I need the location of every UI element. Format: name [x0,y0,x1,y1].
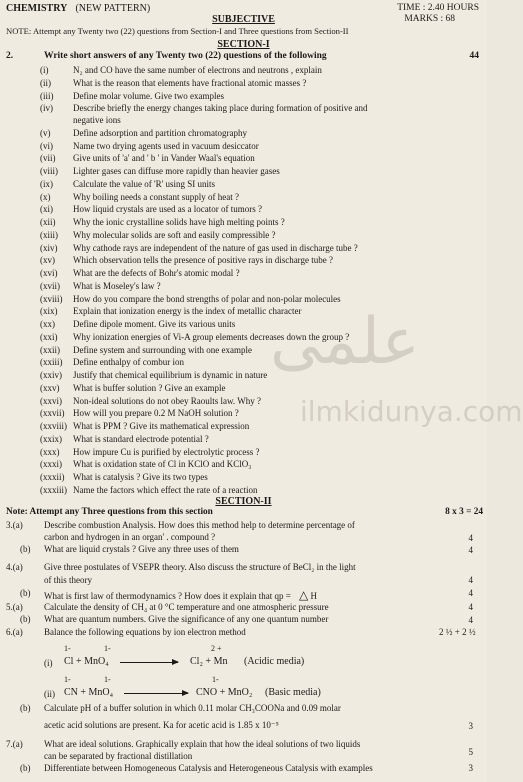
short-question-number: (xxii) [40,344,60,355]
short-question-number: (ix) [40,178,53,189]
short-question-text: How do you compare the bond strengths of polar and non-polar molecules [73,293,341,304]
subjective-heading: SUBJECTIVE [212,14,275,25]
q4b-text [44,589,317,601]
short-question-number: (xviii) [40,293,63,304]
short-question-text: What is the reason that elements have fractional atomic masses ? [73,77,307,88]
short-question-number: (iv) [40,103,53,114]
eq1-number: (i) [44,658,53,668]
q3a-text: Describe combustion Analysis. How does this method help to determine percentage of [44,520,355,530]
q6b-number: (b) [20,703,31,713]
eq1-arrow-icon [120,662,178,663]
short-question-text: How will you prepare 0.2 M NaOH solution ? [73,408,239,419]
short-question-text: Why cathode rays are independent of the nature of gas used in discharge tube ? [73,242,358,253]
question-number: 2. [6,51,14,61]
section2-note: Note: Attempt any Three questions from this section [6,507,213,517]
short-question-number: (xi) [40,204,53,215]
short-question-text: Describe briefly the energy changes taking place during formation of positive and [73,103,368,114]
q6b-text: Calculate pH of a buffer solution in which 0.11 molar CH₃COONa and 0.09 molar [44,703,341,713]
short-question-text: What are the defects of Bohr's atomic modal ? [73,268,240,278]
eq1-charge-a: 1- [64,644,71,653]
short-question-text: Which observation tells the presence of positive rays in discharge tube ? [73,255,334,266]
short-question-text: Define enthalpy of combur ion [73,357,184,368]
marks-label: MARKS : 68 [404,14,455,24]
short-question-text: Justify that chemical equilibrium is dynamic in nature [73,370,268,380]
short-question-number: (iii) [40,90,54,101]
eq1-lhs: Cl + MnO₄ [64,656,109,667]
q6a-text: Balance the following equations by ion electron method [44,627,246,637]
short-question-text: What is catalysis ? Give its two types [73,472,208,482]
q4a-text-cont: of this theory [44,575,92,585]
short-question-number: (xx) [40,319,55,329]
short-question-text: What is PPM ? Give its mathematical expression [73,421,250,431]
q4a-text: Give three postulates of VSEPR theory. Also discuss the structure of BeCl₂ in the light [44,562,356,572]
eq1-condition: (Acidic media) [244,656,305,667]
q3b-marks: 4 [468,545,473,555]
q5b-number: (b) [20,614,31,624]
short-question-number: (xvii) [40,280,60,291]
short-question-text: Why the ionic crystalline solids have high melting points ? [73,217,285,227]
short-question-number: (xvi) [40,268,58,278]
short-question-number: (x) [40,191,51,202]
short-question-number: (xii) [40,217,56,227]
delta-icon: △ [299,588,309,602]
q7a-text-cont: can be separated by fractional distillation [44,751,193,761]
instruction-note: NOTE: Attempt any Twenty two (22) questions from Section-I and Three questions from Section-II [6,26,349,36]
q4b-text-tail: H [310,591,318,601]
short-question-text: Define system and surrounding with one example [73,344,252,355]
eq2-condition: (Basic media) [265,687,321,698]
q3b-number: (b) [20,544,31,554]
section2-marks: 8 x 3 = 24 [445,507,483,517]
short-question-number: (xxxii) [40,472,65,482]
q4b-number: (b) [20,588,31,598]
short-question-text: What is standard electrode potential ? [73,433,209,444]
short-question-text: Define adsorption and partition chromatography [73,127,247,138]
q3a-marks: 4 [468,533,473,543]
short-question-text: What is Moseley's law ? [73,280,161,291]
short-question-text: Why boiling needs a constant supply of heat ? [73,191,239,202]
eq2-arrow-icon [124,693,188,694]
section1-marks: 44 [469,51,479,61]
q3a-number: 3.(a) [6,520,23,530]
q4a-marks: 4 [468,575,473,585]
q5a-marks: 4 [468,602,473,612]
short-question-text: What is oxidation state of Cl in KClO and KClO₃ [73,459,252,470]
short-question-text: How liquid crystals are used as a locator of tumors ? [73,204,262,215]
short-question-text: Define dipole moment. Give its various units [73,319,236,329]
watermark-site: ilmkidunya.com [300,395,523,428]
q7b-text: Differentiate between Homogeneous Catalysis and Heterogeneous Catalysis with examples [44,763,373,773]
section1-instruction: Write short answers of any Twenty two (22) questions of the following [44,51,327,61]
q4b-marks: 4 [468,588,473,598]
short-question-text: N₂ and CO have the same number of electrons and neutrons , explain [73,65,322,75]
short-question-number: (i) [40,65,49,75]
short-question-text: Why ionization energies of Vi-A group elements decreases down the group ? [73,331,350,342]
eq2-charge-c: 1- [212,675,219,684]
q5a-text: Calculate the density of CH₄ at 0 °C temperature and one atmospheric pressure [44,602,329,612]
short-question-number: (xxviii) [40,421,67,431]
section1-title: SECTION-I [217,39,270,50]
eq2-charge-b: 1- [104,675,111,684]
short-question-number: (xxiv) [40,370,62,380]
q3a-text-cont: carbon and hydrogen in an organ' . compound ? [44,532,216,542]
short-question-text: Give units of 'a' and ' b ' in Vander Waal's equation [73,153,255,164]
q6a-marks: 2 ½ + 2 ½ [439,627,476,637]
q6b-marks: 3 [468,721,473,731]
q4a-number: 4.(a) [6,562,23,572]
short-question-number: (xxi) [40,331,58,342]
q3b-text: What are liquid crystals ? Give any three uses of them [44,544,239,554]
short-question-number: (xxx) [40,446,60,457]
q5a-number: 5.(a) [6,602,23,612]
time-label: TIME : 2.40 HOURS [397,3,479,13]
short-question-text-cont: negative ions [73,115,121,125]
short-question-text: Name two drying agents used in vacuum desiccator [73,140,259,151]
short-question-number: (viii) [40,166,58,176]
q7b-marks: 3 [468,763,473,773]
q7a-marks: 5 [468,747,473,757]
short-question-number: (xxvii) [40,408,65,419]
eq2-charge-a: 1- [64,675,71,684]
short-question-number: (xxv) [40,382,60,393]
section2-title: SECTION-II [215,496,272,507]
short-question-text: How impure Cu is purified by electrolytic process ? [73,446,260,457]
q6a-number: 6.(a) [6,627,23,637]
short-question-number: (xix) [40,306,58,317]
eq2-number: (ii) [44,689,55,699]
short-question-number: (xiv) [40,242,58,253]
short-question-text: Name the factors which effect the rate of a reaction [73,484,258,495]
short-question-number: (xxiii) [40,357,63,368]
short-question-number: (vii) [40,153,56,164]
short-question-text: Non-ideal solutions do not obey Raoults law. Why ? [73,395,261,406]
short-question-number: (ii) [40,77,51,88]
subject-title [6,4,150,14]
eq2-lhs: CN + MnO₄ [64,687,114,698]
q6b-text-cont: acetic acid solutions are present. Ka for acetic acid is 1.85 x 10⁻⁵ [44,720,279,730]
short-question-number: (xxxi) [40,459,62,470]
short-question-number: (v) [40,127,51,138]
short-question-text: Why molecular solids are soft and easily compressible ? [73,229,276,240]
short-question-number: (xxix) [40,433,62,444]
q7a-text: What are ideal solutions. Graphically explain that how the ideal solutions of two liquids [44,739,361,749]
short-question-number: (xv) [40,255,55,266]
eq1-charge-c: 2 + [211,644,222,653]
short-question-text: Lighter gases can diffuse more rapidly than heavier gases [73,166,280,176]
q7a-number: 7.(a) [6,739,23,749]
short-question-number: (vi) [40,140,53,151]
short-question-number: (xiii) [40,229,58,240]
short-question-number: (xxxiii) [40,484,67,495]
watermark-arabic: علمی [270,305,420,379]
short-question-number: (xxvi) [40,395,62,406]
eq1-rhs: Cl₂ + Mn [190,656,228,667]
subject-name: CHEMISTRY [6,3,67,14]
short-question-text: What is buffer solution ? Give an example [73,382,226,393]
short-question-text: Define molar volume. Give two examples [73,90,224,101]
short-question-text: Explain that ionization energy is the index of metallic character [73,306,302,317]
short-question-text: Calculate the value of 'R' using SI units [73,178,215,189]
q4b-text-main: What is first law of thermodynamics ? How does it explain that qp = [44,591,294,601]
eq1-charge-b: 1- [104,644,111,653]
q5b-marks: 4 [468,615,473,625]
pattern-label: (NEW PATTERN) [75,3,151,14]
eq2-rhs: CNO + MnO₂ [196,687,253,698]
q7b-number: (b) [20,763,31,773]
q5b-text: What are quantum numbers. Give the significance of any one quantum number [44,614,329,624]
